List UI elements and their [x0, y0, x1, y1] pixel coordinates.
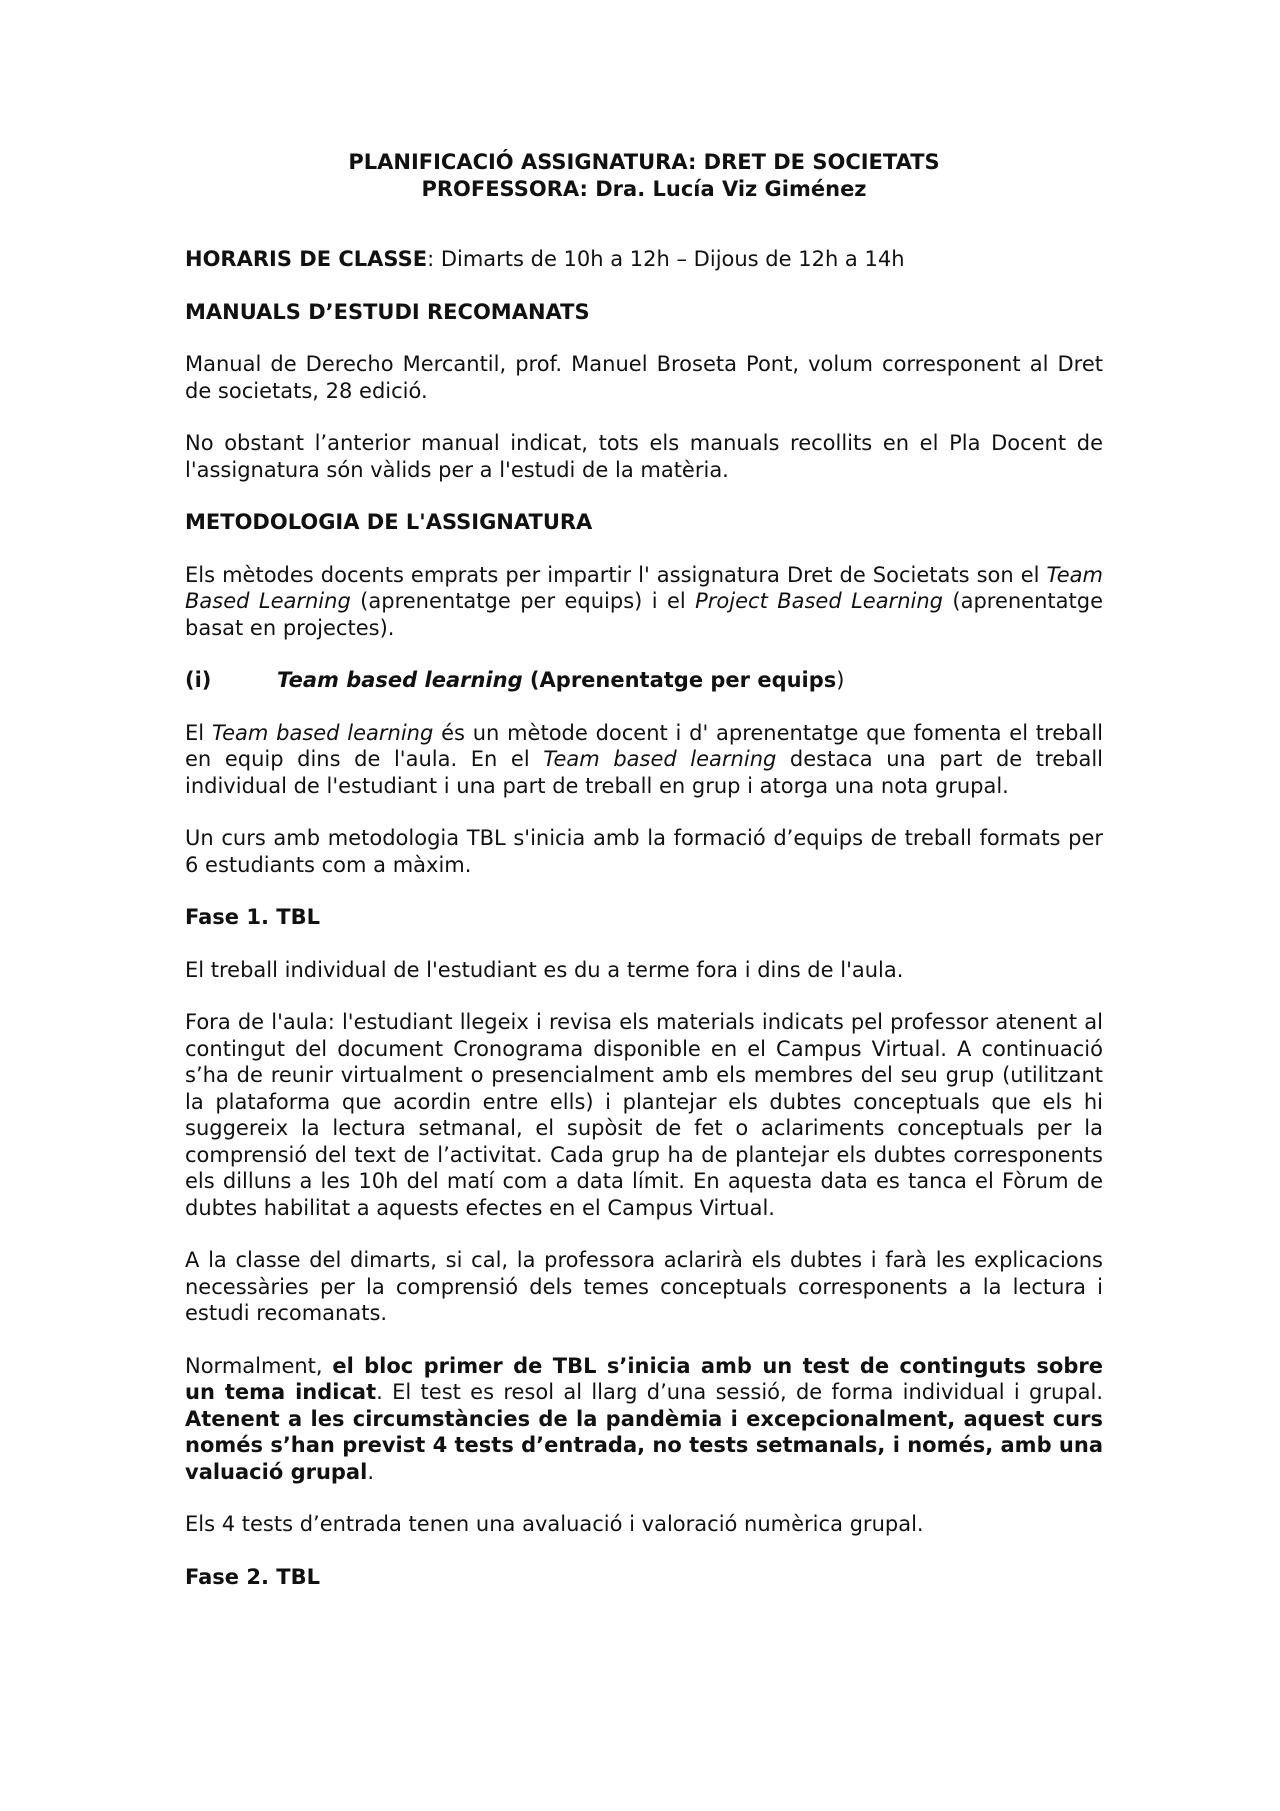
fase1-paragraph-2: Fora de l'aula: l'estudiant llegeix i revisa els materials indicats pel professor atenent al contingut del document Cronograma disponible en el Campus Virtual. A continuació s’ha de reunir virtualment o presencialment amb els membres del seu grup (utilitzant la plataforma que acordin entre ells) i plantejar els dubtes conceptuals que els hi suggereix la lectura setmanal, el supòsit de fet o aclariments conceptuals per la comprensió del text de l’activitat. Cada grup ha de plantejar els dubtes corresponents els dilluns a les 10h del matí com a data límit. En aquesta data es tanca el Fòrum de dubtes habilitat a aquests efectes en el Campus Virtual. — [185, 1010, 1103, 1220]
metodologia-heading: METODOLOGIA DE L'ASSIGNATURA — [185, 510, 593, 534]
section-i-number: (i) — [185, 668, 212, 692]
metodologia-pbl-term: Project Based Learning — [695, 589, 943, 613]
tbl-text-e: destaca una part de treball individual de l'estudiant i una part de treball en grup i atorga una nota grupal. — [185, 747, 1103, 798]
tbl-text-c: és un mètode docent i d' aprenentatge que fomenta el treball en equip dins de l'aula. En el — [185, 720, 1104, 771]
manuals-paragraph-1: Manual de Derecho Mercantil, prof. Manuel Broseta Pont, volum corresponent al Dret de societats, 28 edició. — [185, 352, 1103, 403]
horaris-label: HORARIS DE CLASSE — [185, 247, 428, 271]
tbl-text-a: El — [185, 720, 212, 745]
document-body — [185, 149, 1103, 1590]
metodologia-text-c: (aprenentatge per equips) i el — [350, 589, 696, 613]
horaris-paragraph — [185, 246, 1103, 273]
fase1-p4-text-c: . El test es resol al llarg d’una sessió, de forma individual i grupal. — [376, 1380, 1103, 1404]
section-i-title-italic: Team based learning — [277, 668, 523, 692]
fase1-p4-text-e: . — [367, 1459, 374, 1484]
fase2-heading: Fase 2. TBL — [185, 1564, 320, 1589]
tbl-paragraph-1 — [185, 720, 1103, 800]
fase1-paragraph-4 — [185, 1353, 1103, 1486]
tbl-term-2: Team based learning — [543, 747, 777, 771]
section-i-title-bold: (Aprenentatge per equips — [522, 668, 837, 692]
manuals-heading: MANUALS D’ESTUDI RECOMANATS — [185, 299, 590, 324]
fase1-p4-bold-2: Atenent a les circumstàncies de la pandèmia i excepcionalment, aquest curs només s’han previst 4 tests d’entrada, no tests setmanals, i només, amb una valuació grupal — [185, 1406, 1103, 1484]
manuals-paragraph-2: No obstant l’anterior manual indicat, tots els manuals recollits en el Pla Docent de l'assignatura són vàlids per a l'estudi de la matèria. — [185, 431, 1103, 482]
metodologia-paragraph — [185, 562, 1103, 642]
tbl-paragraph-2: Un curs amb metodologia TBL s'inicia amb la formació d’equips de treball formats per 6 estudiants com a màxim. — [185, 826, 1103, 877]
title-line-1: PLANIFICACIÓ ASSIGNATURA: DRET DE SOCIETATS — [348, 150, 940, 174]
horaris-text: : Dimarts de 10h a 12h – Dijous de 12h a 14h — [427, 247, 905, 271]
fase1-paragraph-3: A la classe del dimarts, si cal, la professora aclarirà els dubtes i farà les explicacions necessàries per la comprensió dels temes conceptuals corresponents a la lectura i estudi recomanats. — [185, 1248, 1103, 1325]
metodologia-tbl-term: Team Based Learning — [185, 562, 1103, 613]
section-i-heading — [185, 667, 1103, 694]
metodologia-text-e: (aprenentatge basat en projectes). — [185, 589, 1103, 640]
fase1-p4-text-a: Normalment, — [185, 1353, 333, 1378]
metodologia-text-a: Els mètodes docents emprats per impartir l' assignatura Dret de Societats son el — [185, 562, 1047, 587]
tbl-term-1: Team based learning — [211, 720, 434, 745]
fase1-p4-bold-1: el bloc primer de TBL s’inicia amb un test de continguts sobre un tema indicat — [185, 1353, 1103, 1404]
title-line-2: PROFESSORA: Dra. Lucía Viz Giménez — [421, 176, 867, 201]
fase1-paragraph-5: Els 4 tests d’entrada tenen una avaluació i valoració numèrica grupal. — [185, 1512, 924, 1536]
fase1-paragraph-1: El treball individual de l'estudiant es du a terme fora i dins de l'aula. — [185, 957, 904, 982]
document-title — [185, 149, 1103, 202]
fase1-heading: Fase 1. TBL — [185, 905, 320, 929]
section-i-title-end: ) — [836, 668, 845, 692]
